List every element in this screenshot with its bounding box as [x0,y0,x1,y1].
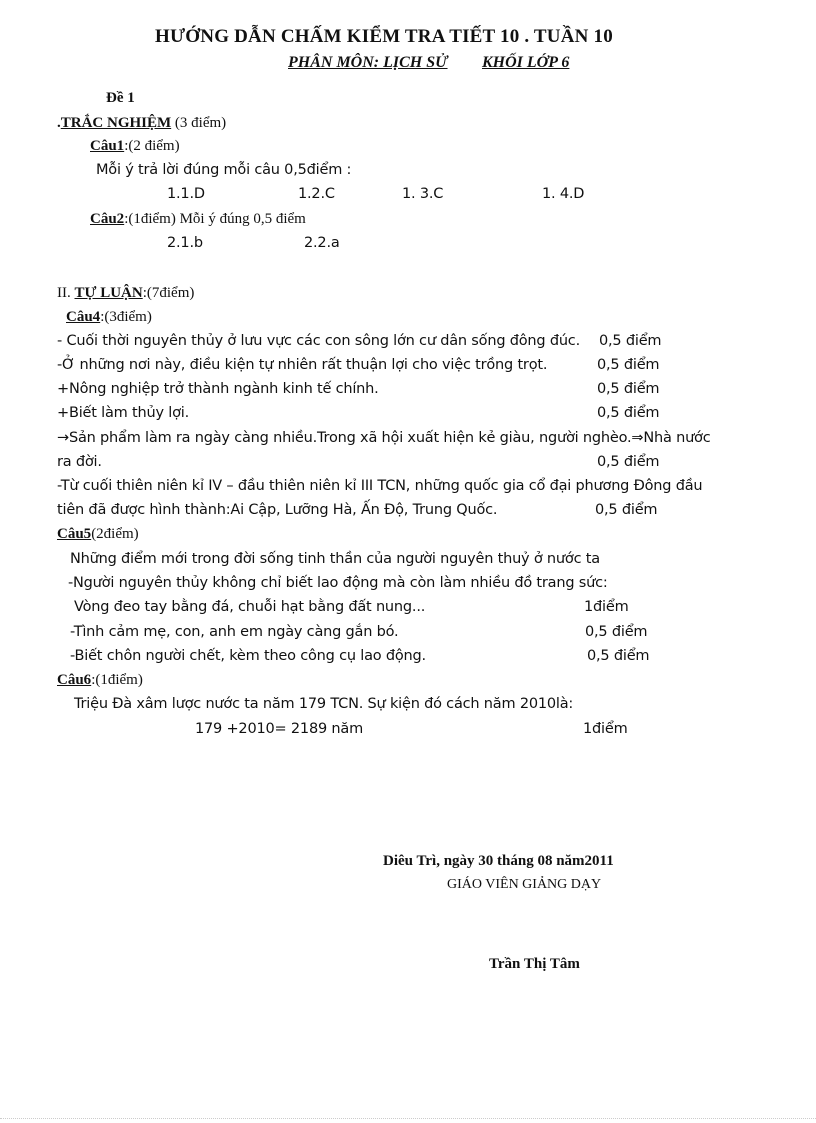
cau5-label: Câu5 [57,526,92,542]
part1-heading [57,113,226,133]
cau5-line-4: -Biết chôn người chết, kèm theo công cụ lao động. [70,648,426,664]
cau1-note: Mỗi ý trả lời đúng mỗi câu 0,5điểm : [96,162,352,178]
cau6-points: :(1điểm) [91,672,143,688]
cau4-para2-line2: tiên đã được hình thành:Ai Cập, Lưỡng Hà, Ấn Độ, Trung Quốc. [57,502,498,518]
cau1-answer-4: 1. 4.D [542,186,585,202]
cau5-line-1: -Người nguyên thủy không chỉ biết lao động mà còn làm nhiều đồ trang sức: [68,575,608,591]
exam-variant: Đề 1 [106,90,135,106]
cau4-points: :(3điểm) [100,309,152,325]
cau4-line-4-score: 0,5 điểm [597,405,660,421]
cau6-score: 1điểm [583,721,628,737]
place-date: Diêu Trì, ngày 30 tháng 08 năm2011 [383,853,614,869]
document-title: HƯỚNG DẪN CHẤM KIỂM TRA TIẾT 10 . TUẦN 10 [155,26,613,47]
part2-points: :(7điểm) [142,285,195,301]
cau4-line-4: +Biết làm thủy lợi. [57,405,189,421]
part2-title: TỰ LUẬN [74,285,143,301]
cau4-line-3-score: 0,5 điểm [597,381,660,397]
cau6-line-1: Triệu Đà xâm lược nước ta năm 179 TCN. Sự kiện đó cách năm 2010là: [74,696,574,712]
cau5-intro: Những điểm mới trong đời sống tinh thần của người nguyên thuỷ ở nước ta [70,551,600,567]
cau4-line-1-score: 0,5 điểm [599,333,662,349]
part2-heading [57,283,194,303]
cau1-heading [90,136,180,156]
cau2-answer-2: 2.2.a [304,235,340,251]
part1-points: (3 điểm) [171,115,227,131]
cau4-para1-score: 0,5 điểm [597,454,660,470]
cau1-answer-2: 1.2.C [298,186,335,202]
grade-line: KHỐI LỚP 6 [482,54,570,71]
part1-prefix: . [57,115,61,131]
cau4-para2-score: 0,5 điểm [595,502,658,518]
subject-line: PHÂN MÔN: LỊCH SỬ [288,54,448,71]
cau4-para2-line1: -Từ cuối thiên niên kỉ IV – đầu thiên niên kỉ III TCN, những quốc gia cổ đại phương Đông đầu [57,478,703,494]
cau4-line-1: - Cuối thời nguyên thủy ở lưu vực các con sông lớn cư dân sống đông đúc. [57,333,580,349]
cau5-line-4-score: 0,5 điểm [587,648,650,664]
part1-title: TRẮC NGHIỆM [60,115,172,131]
cau2-heading [90,209,306,229]
cau6-label: Câu6 [57,672,92,688]
cau2-answer-1: 2.1.b [167,235,203,251]
cau1-label: Câu1 [90,138,125,154]
cau4-para1-line2: ra đời. [57,454,102,470]
cau1-points: :(2 điểm) [124,138,180,154]
cau5-line-3-score: 0,5 điểm [585,624,648,640]
cau6-heading [57,670,143,690]
cau4-para1-line1: →Sản phẩm làm ra ngày càng nhiều.Trong xã hội xuất hiện kẻ giàu, người nghèo.⇒Nhà nước [57,430,711,446]
cau5-line-3: -Tình cảm mẹ, con, anh em ngày càng gắn bó. [70,624,399,640]
cau5-line-2: Vòng đeo tay bằng đá, chuỗi hạt bằng đất nung... [74,599,426,615]
cau4-line-2-score: 0,5 điểm [597,357,660,373]
page-bottom-rule [0,1118,816,1119]
cau1-answer-3: 1. 3.C [402,186,444,202]
cau1-answer-1: 1.1.D [167,186,205,202]
cau4-line-2: -Ở những nơi này, điều kiện tự nhiên rất thuận lợi cho việc trồng trọt. [57,357,548,373]
cau2-label: Câu2 [90,211,125,227]
part2-prefix: II. [57,285,75,301]
cau5-line-2-score: 1điểm [584,599,629,615]
cau2-points: :(1điểm) Mỗi ý đúng 0,5 điểm [124,211,306,227]
cau4-heading [66,307,152,327]
cau4-label: Câu4 [66,309,101,325]
cau6-calculation: 179 +2010= 2189 năm [195,721,364,737]
cau4-line-3: +Nông nghiệp trở thành ngành kinh tế chính. [57,381,379,397]
cau5-points: (2điểm) [91,526,139,542]
cau5-heading [57,524,139,544]
teacher-name: Trần Thị Tâm [489,956,580,972]
teacher-role: GIÁO VIÊN GIẢNG DẠY [447,877,602,892]
